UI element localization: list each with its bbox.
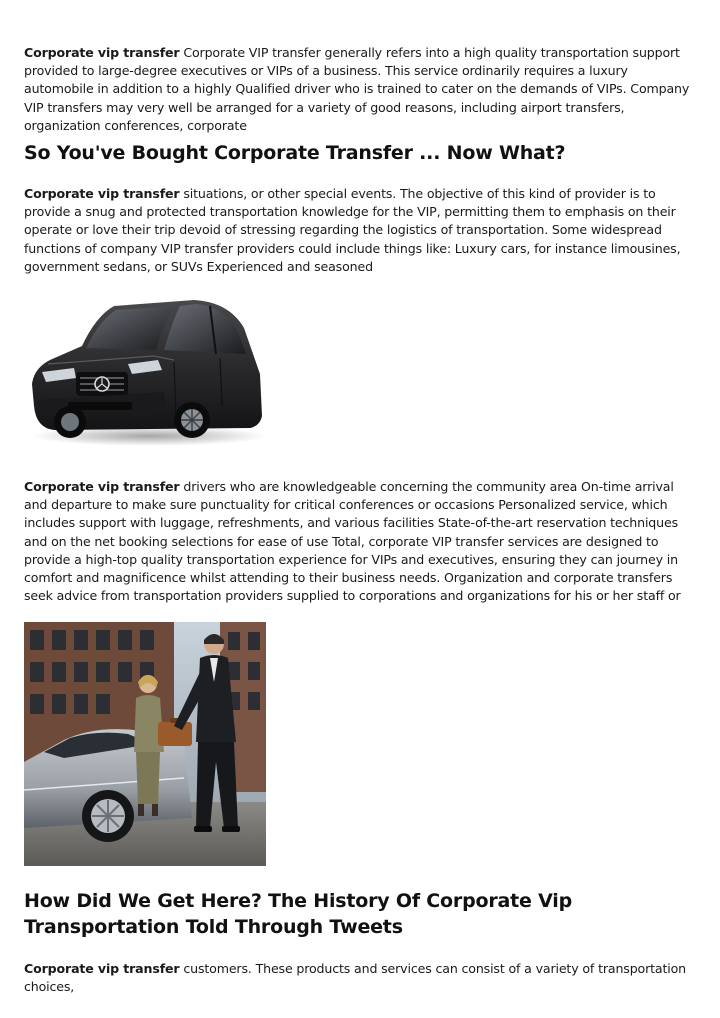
luxury-van-image: [24, 288, 266, 448]
paragraph-lead: Corporate vip transfer: [24, 479, 180, 494]
chauffeur-sedan-image: [24, 622, 266, 866]
paragraph-drivers: [24, 478, 696, 605]
paragraph-text: situations, or other special events. The objective of this kind of provider is to provide a snug and protected transportation knowledge for the VIP, permitting them to emphasis on their operate or love their trip devoid of stressing regarding the logistics of transportation. Some widespread functions of company VIP transfer providers could include things like: Luxury cars, for instance limousines, government sedans, or SUVs Experienced and seasoned: [24, 186, 681, 274]
paragraph-situations: [24, 185, 696, 276]
section-heading-now-what: So You've Bought Corporate Transfer ... Now What?: [24, 142, 566, 164]
paragraph-lead: Corporate vip transfer: [24, 961, 180, 976]
paragraph-text: drivers who are knowledgeable concerning the community area On-time arrival and departure to make sure punctuality for critical conferences or occasions Personalized service, which includes support with luggage, refreshments, and various facilities State-of-the-art reservation techniques and on the net booking selections for ease of use Total, corporate VIP transfer services are designed to provide a high-top quality transportation experience for VIPs and executives, ensuring they can journey in comfort and magnificence whilst attending to their business needs. Organization and corporate transfers seek advice from transportation providers supplied to corporations and organizations for his or her staff or: [24, 479, 681, 604]
paragraph-lead: Corporate vip transfer: [24, 45, 180, 60]
paragraph-text: Corporate VIP transfer generally refers into a high quality transportation support provided to large-degree executives or VIPs of a business. This service ordinarily requires a luxury automobile in addition to a highly Qualified driver who is trained to cater on the demands of VIPs. Company VIP transfers may very well be arranged for a variety of good reasons, including airport transfers, organization conferences, corporate: [24, 45, 690, 133]
paragraph-customers: [24, 960, 696, 996]
paragraph-lead: Corporate vip transfer: [24, 186, 180, 201]
section-heading-history: How Did We Get Here? The History Of Corporate Vip Transportation Told Through Tweets: [24, 890, 572, 938]
paragraph-intro: [24, 44, 696, 135]
paragraph-text: customers. These products and services can consist of a variety of transportation choices,: [24, 961, 687, 995]
